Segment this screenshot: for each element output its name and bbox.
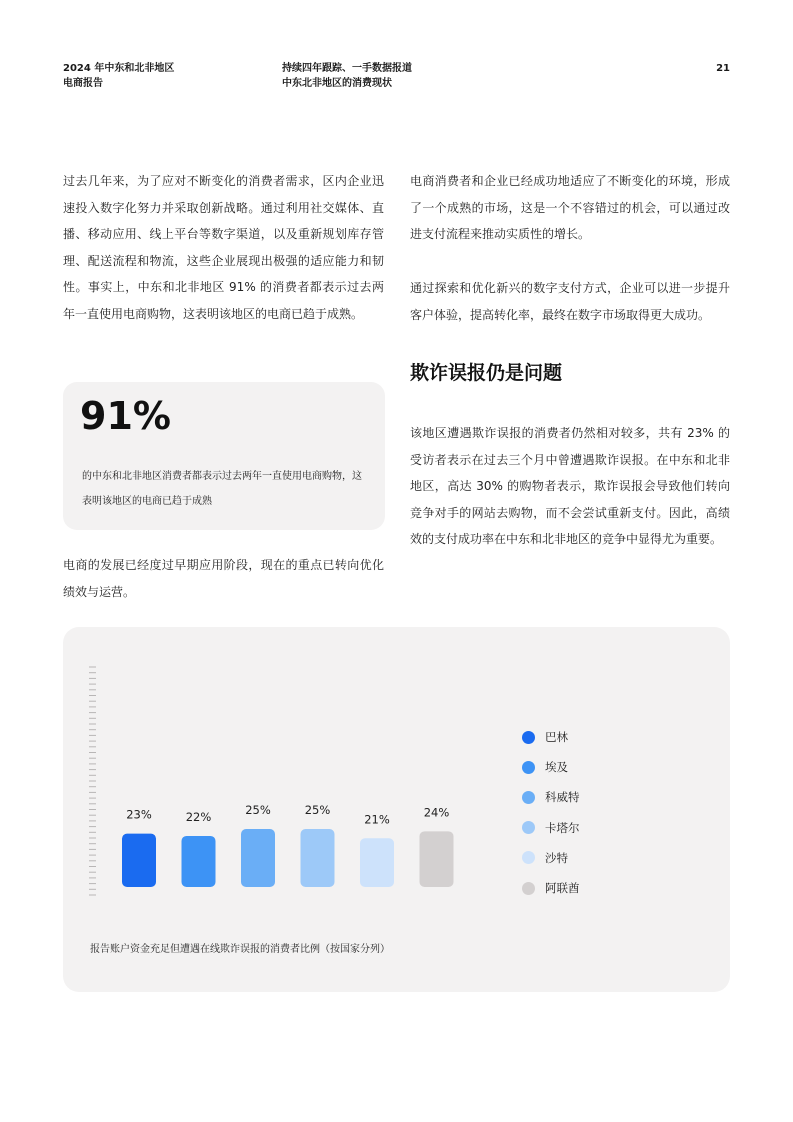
legend-swatch xyxy=(522,882,535,895)
intro-paragraph: 过去几年来，为了应对不断变化的消费者需求，区内企业迅速投入数字化努力并采取创新战略。通过利用社交媒体、直播、移动应用、线上平台等数字渠道，以及重新规划库存管理、配送流程和物流，这些企业展现出极强的适应能力和韧性。事实上，中东和北非地区 91% 的消费者都表示过去两年一直使用电商购物，这表明该地区的电商已趋于成熟。 xyxy=(63,174,384,321)
legend-swatch xyxy=(522,761,535,774)
stat-card xyxy=(63,382,385,530)
bar-2 xyxy=(182,836,216,887)
legend-item xyxy=(522,843,580,873)
bar-3 xyxy=(241,829,275,887)
legend-label: 埃及 xyxy=(545,760,568,775)
report-title xyxy=(63,61,263,91)
bar-value-label: 24% xyxy=(423,805,450,820)
legend-swatch xyxy=(522,731,535,744)
legend-swatch xyxy=(522,851,535,864)
section-title xyxy=(282,61,542,91)
bar-value-label: 21% xyxy=(364,812,390,827)
legend-label: 阿联酋 xyxy=(545,881,580,896)
bar-value-label: 22% xyxy=(185,809,212,824)
bar-value-label: 25% xyxy=(304,803,331,817)
bar-1 xyxy=(122,834,156,887)
bar-chart xyxy=(63,627,730,992)
legend-item xyxy=(522,752,580,782)
chart-legend xyxy=(522,722,580,903)
legend-label: 巴林 xyxy=(545,730,568,745)
section-title-line1: 持续四年跟踪、一手数据报道 xyxy=(282,63,412,74)
performance-paragraph: 电商的发展已经度过早期应用阶段，现在的重点已转向优化绩效与运营。 xyxy=(63,558,384,599)
legend-swatch xyxy=(522,791,535,804)
report-title-line1: 2024 年中东和北非地区 xyxy=(63,63,175,74)
legend-item xyxy=(522,873,580,903)
chart-card xyxy=(63,627,730,992)
bar-4 xyxy=(301,829,335,887)
legend-item xyxy=(522,782,580,812)
bar-6 xyxy=(420,831,454,887)
legend-item xyxy=(522,813,580,843)
bar-value-label: 25% xyxy=(245,803,271,817)
legend-label: 沙特 xyxy=(545,850,568,865)
stat-description: 的中东和北非地区消费者都表示过去两年一直使用电商购物，这表明该地区的电商已趋于成熟 xyxy=(82,471,362,507)
page-number: 21 xyxy=(716,63,730,74)
bar-value-label: 23% xyxy=(126,807,152,822)
bar-5 xyxy=(360,838,394,887)
report-title-line2: 电商报告 xyxy=(63,78,103,89)
section-title-line2: 中东北非地区的消费现状 xyxy=(282,78,392,89)
fraud-paragraph: 该地区遭遇欺诈误报的消费者仍然相对较多，共有 23% 的受访者表示在过去三个月中曾遭遇欺诈误报。在中东和北非地区，高达 30% 的购物者表示，欺诈误报会导致他们转向竞争对手的网站去购物，而不会尝试重新支付。因此，高绩效的支付成功率在中东和北非地区的竞争中显得尤为重要。 xyxy=(410,426,730,546)
payment-paragraph: 通过探索和优化新兴的数字支付方式，企业可以进一步提升客户体验，提高转化率，最终在数字市场取得更大成功。 xyxy=(410,281,730,322)
market-paragraph: 电商消费者和企业已经成功地适应了不断变化的环境，形成了一个成熟的市场，这是一个不容错过的机会，可以通过改进支付流程来推动实质性的增长。 xyxy=(410,174,730,241)
legend-label: 科威特 xyxy=(545,790,580,805)
stat-value: 91% xyxy=(80,394,171,438)
chart-caption: 报告账户资金充足但遭遇在线欺诈误报的消费者比例（按国家分列） xyxy=(90,944,390,955)
section-heading: 欺诈误报仍是问题 xyxy=(410,362,563,384)
legend-label: 卡塔尔 xyxy=(545,820,580,835)
legend-swatch xyxy=(522,821,535,834)
legend-item xyxy=(522,722,580,752)
